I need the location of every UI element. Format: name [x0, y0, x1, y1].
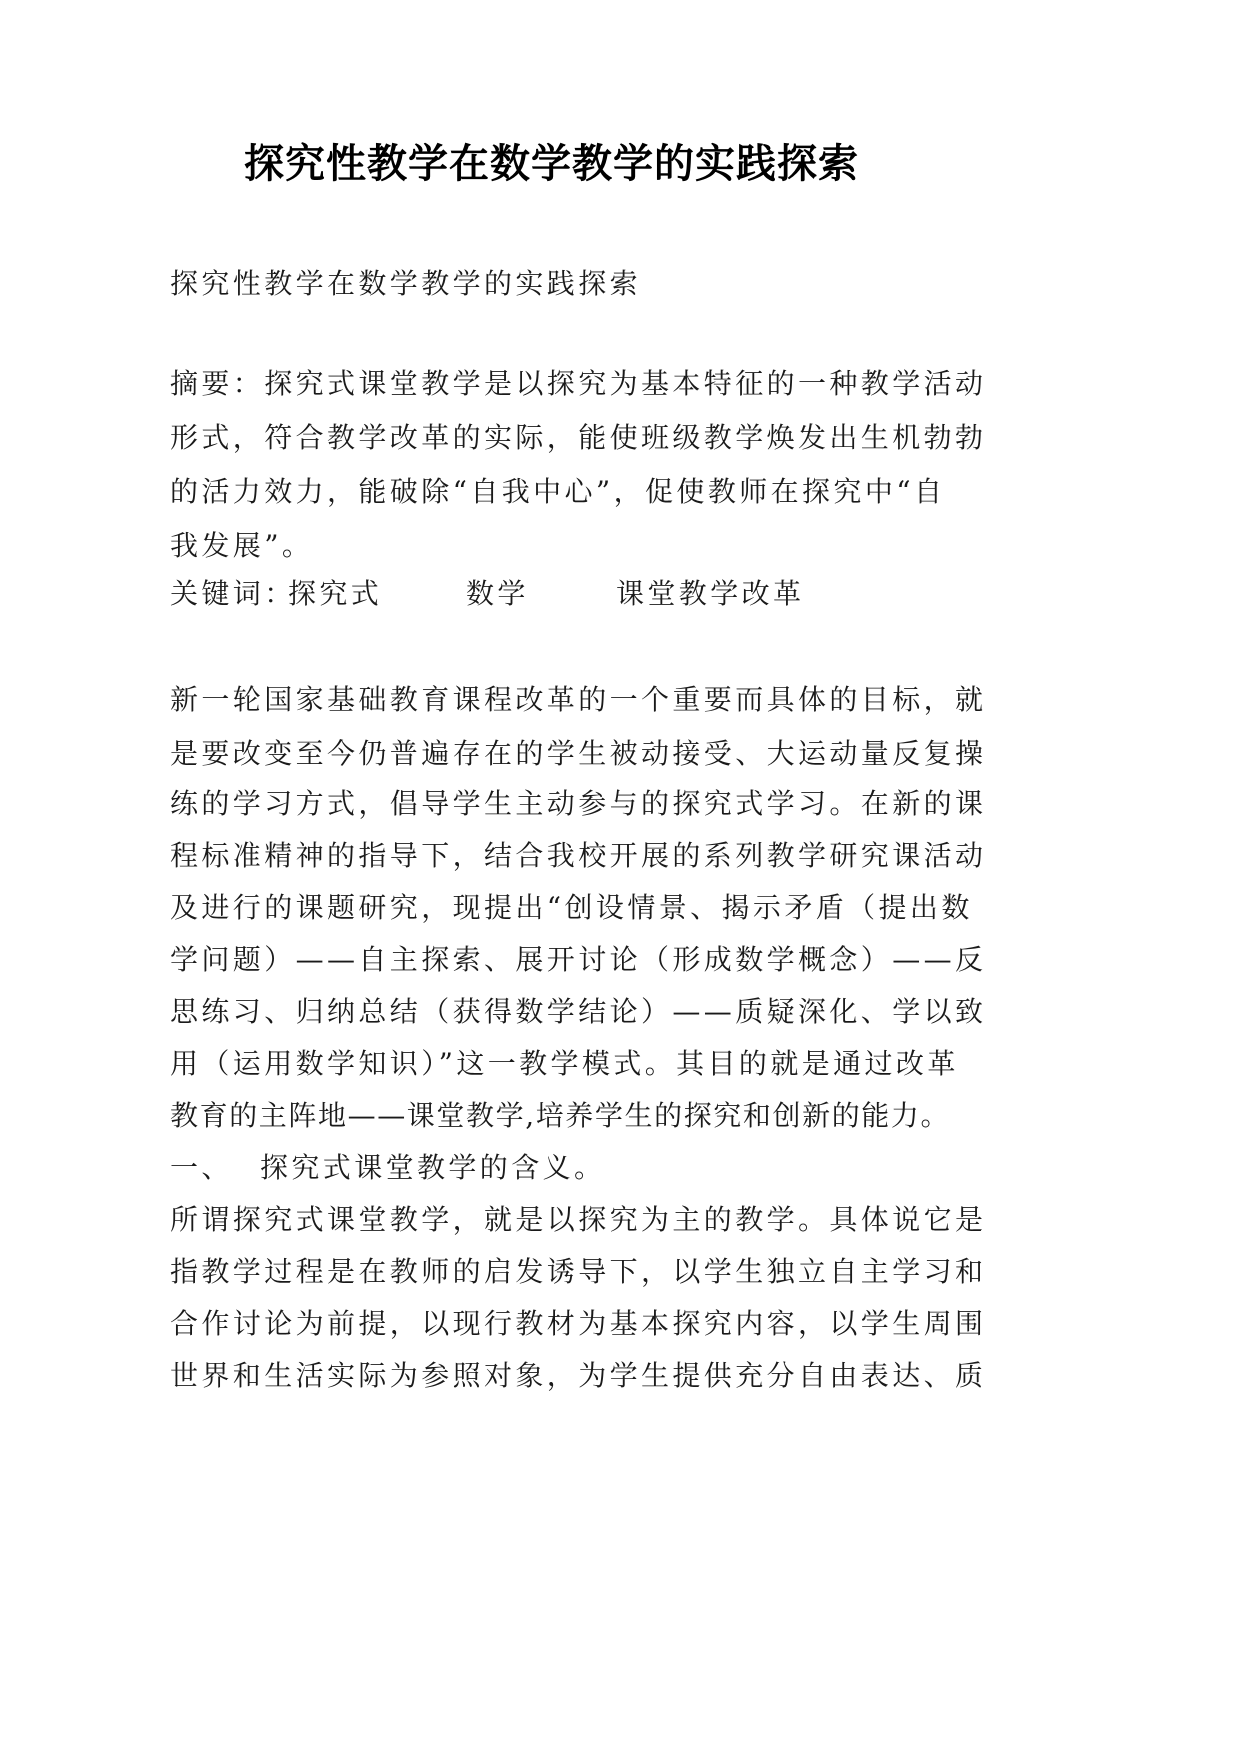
body-line: 程标准精神的指导下，结合我校开展的系列教学研究课活动 [170, 839, 987, 872]
section-number: 一、 [170, 1151, 233, 1184]
section-line: 所谓探究式课堂教学，就是以探究为主的教学。具体说它是 [170, 1203, 987, 1236]
body-line: 及进行的课题研究，现提出“创设情景、揭示矛盾（提出数 [170, 891, 973, 924]
abstract-line: 我发展”。 [170, 529, 314, 562]
body-line: 思练习、归纳总结（获得数学结论）——质疑深化、学以致 [170, 995, 987, 1028]
keyword: 探究式 [288, 577, 383, 610]
section-line: 合作讨论为前提，以现行教材为基本探究内容，以学生周围 [170, 1307, 987, 1340]
abstract-line: 的活力效力，能破除“自我中心”，促使教师在探究中“自 [170, 475, 946, 508]
body-line: 是要改变至今仍普遍存在的学生被动接受、大运动量反复操 [170, 737, 987, 770]
section-line: 世界和生活实际为参照对象，为学生提供充分自由表达、质 [170, 1359, 987, 1392]
body-line: 教育的主阵地——课堂教学,培养学生的探究和创新的能力。 [170, 1099, 951, 1132]
body-line: 学问题）——自主探索、展开讨论（形成数学概念）——反 [170, 943, 987, 976]
body-line: 新一轮国家基础教育课程改革的一个重要而具体的目标，就 [170, 683, 987, 716]
section-heading-text: 探究式课堂教学的含义。 [260, 1151, 606, 1184]
abstract-line: 形式，符合教学改革的实际，能使班级教学焕发出生机勃勃 [170, 421, 987, 454]
document-title: 探究性教学在数学教学的实践探索 [244, 140, 859, 187]
subtitle: 探究性教学在数学教学的实践探索 [170, 267, 642, 300]
body-line: 练的学习方式，倡导学生主动参与的探究式学习。在新的课 [170, 787, 987, 820]
keywords-label: 关键词： [170, 577, 296, 610]
body-line: 用（运用数学知识）”这一教学模式。其目的就是通过改革 [170, 1047, 959, 1080]
keyword: 课堂教学改革 [616, 577, 805, 610]
section-line: 指教学过程是在教师的启发诱导下，以学生独立自主学习和 [170, 1255, 987, 1288]
abstract-line: 摘要：探究式课堂教学是以探究为基本特征的一种教学活动 [170, 367, 987, 400]
keyword: 数学 [466, 577, 529, 610]
